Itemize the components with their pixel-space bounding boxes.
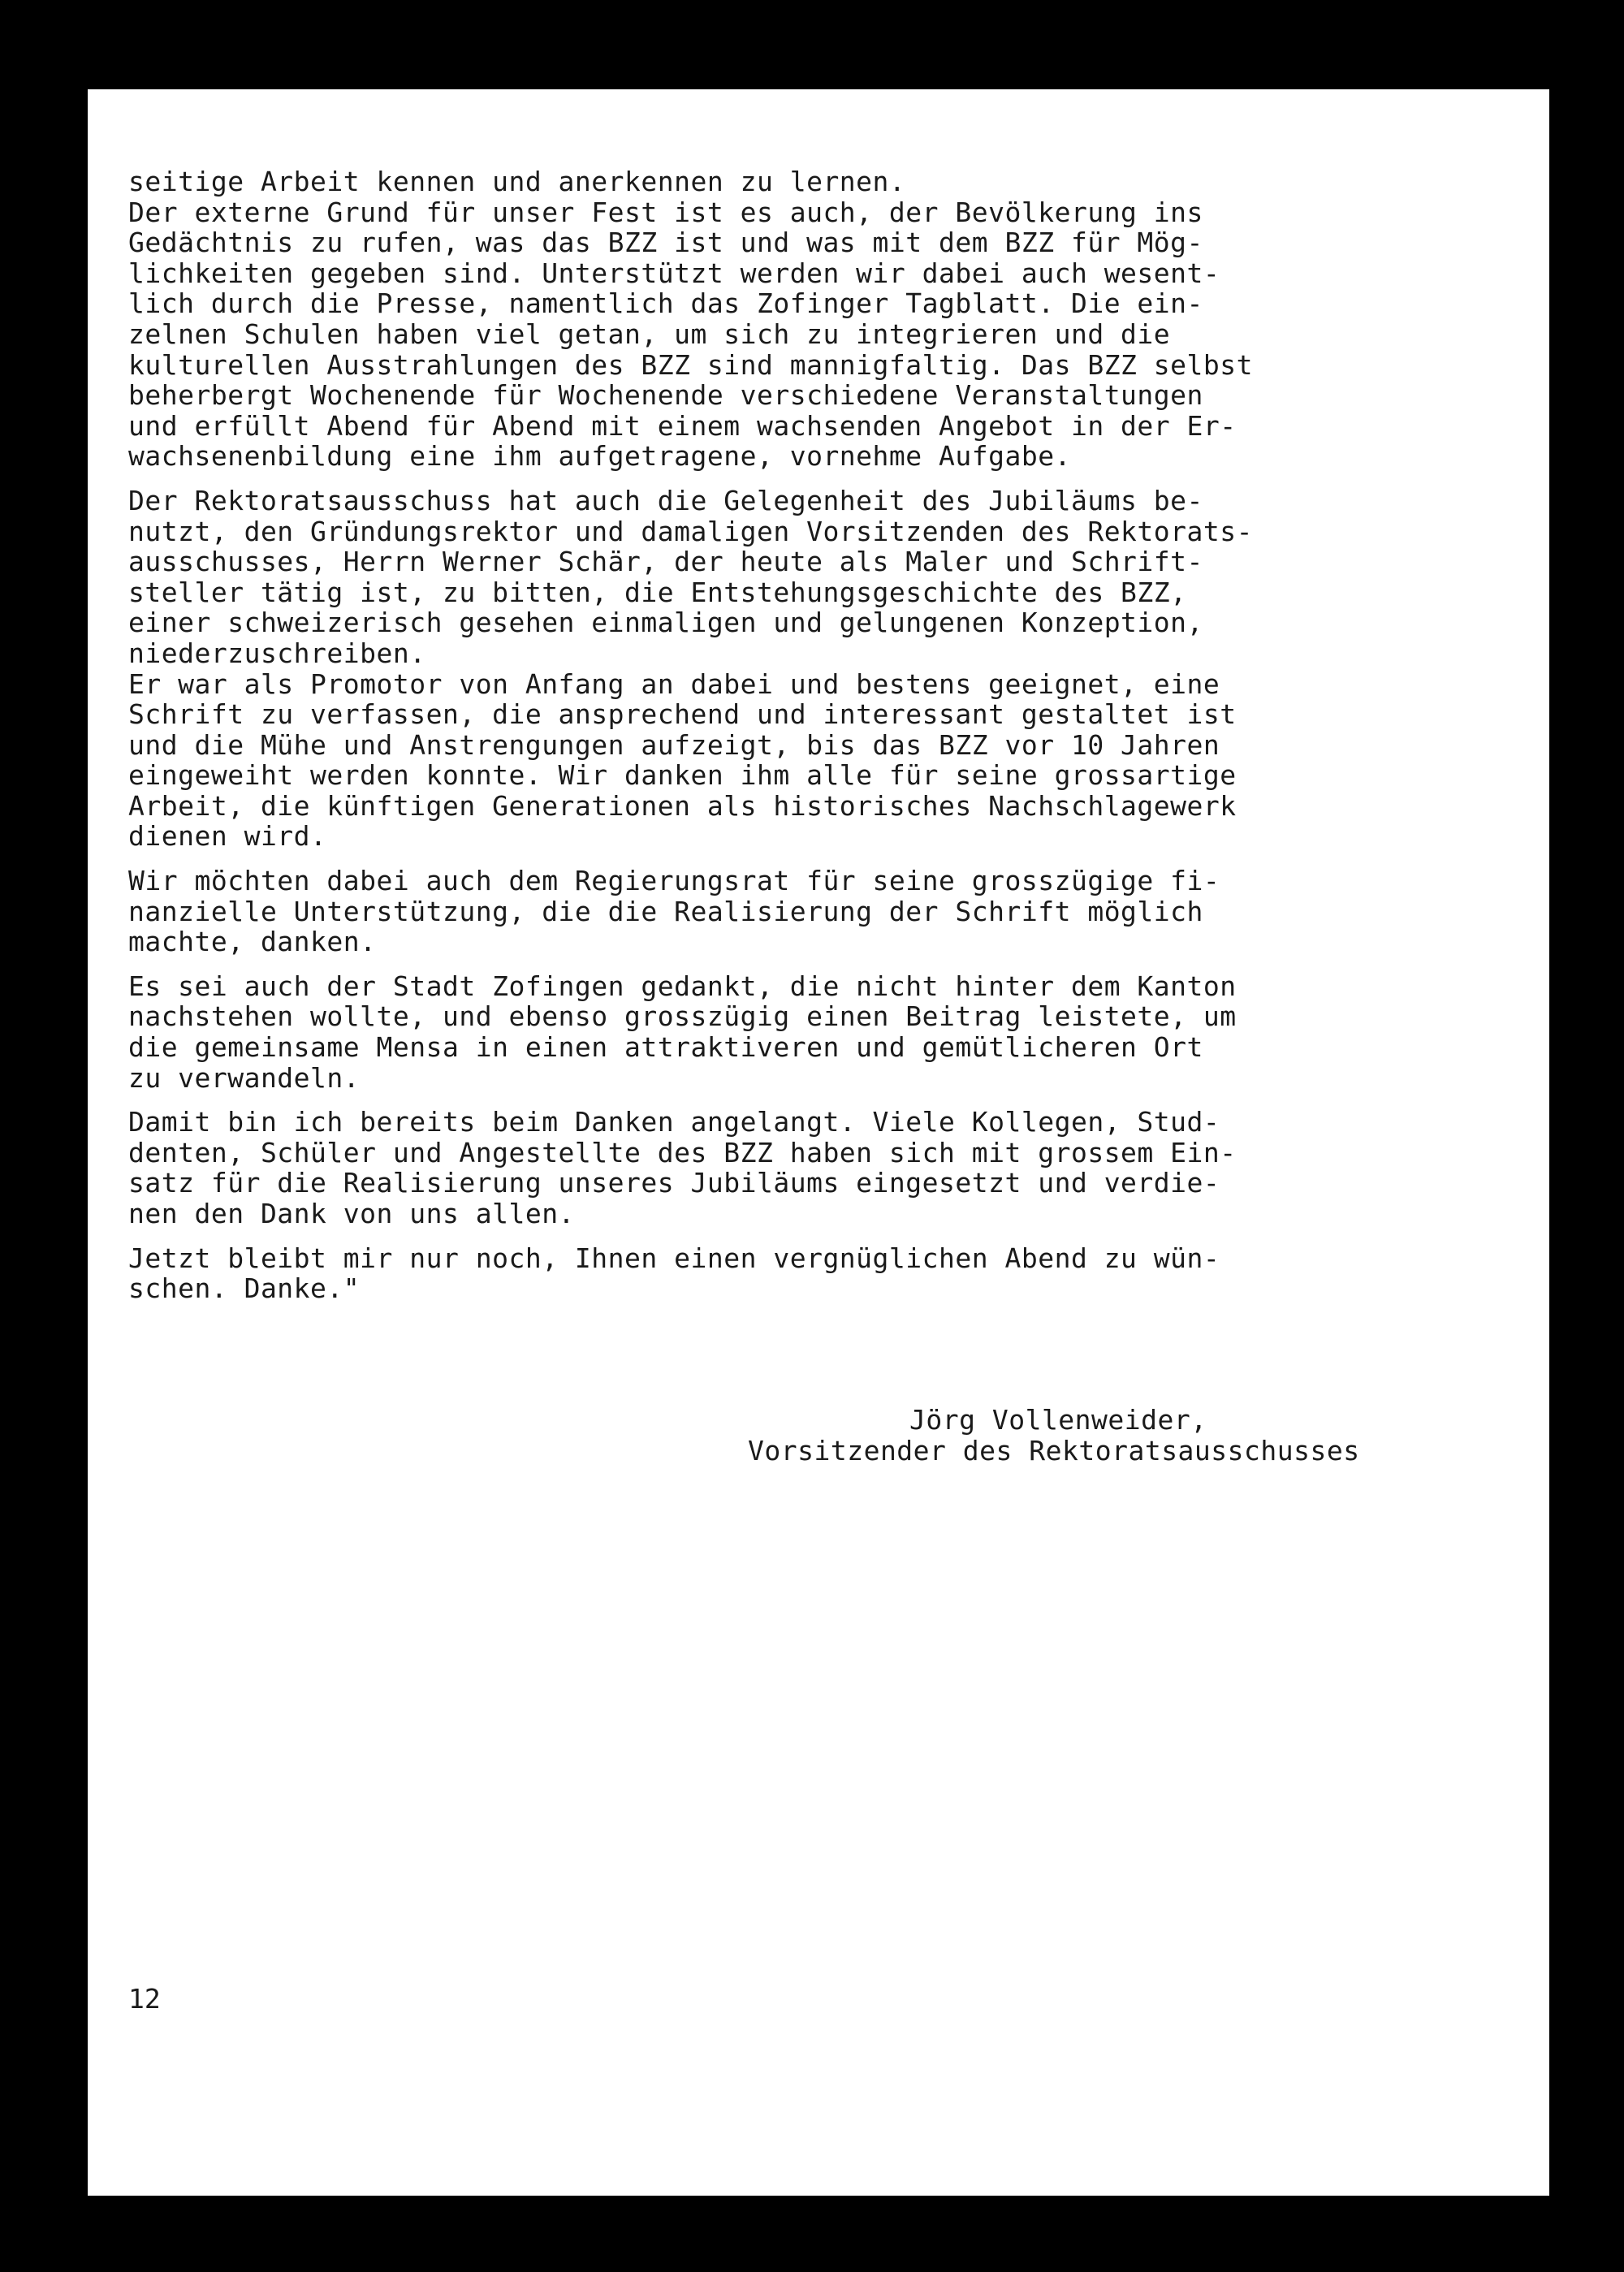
paragraph-3 (128, 866, 1468, 957)
text-line: nutzt, den Gründungsrektor und damaligen Vorsitzenden des Rektorats- (128, 515, 1254, 547)
signature-title: Vorsitzender des Rektoratsausschusses (748, 1434, 1360, 1466)
text-line: Gedächtnis zu rufen, was das BZZ ist und was mit dem BZZ für Mög- (128, 227, 1203, 259)
text-line: seitige Arbeit kennen und anerkennen zu lernen. (128, 166, 906, 197)
signature-block (128, 1405, 1427, 1466)
text-line: kulturellen Ausstrahlungen des BZZ sind mannigfaltig. Das BZZ selbst (128, 348, 1254, 381)
signature-name: Jörg Vollenweider, (909, 1404, 1207, 1436)
paragraph-1 (128, 166, 1468, 472)
text-line: Wir möchten dabei auch dem Regierungsrat für seine grosszügige fi- (128, 865, 1220, 897)
text-line: Der externe Grund für unser Fest ist es auch, der Bevölkerung ins (128, 196, 1203, 228)
text-line: nachstehen wollte, und ebenso grosszügig einen Beitrag leistete, um (128, 1000, 1237, 1033)
paragraph-2 (128, 486, 1468, 852)
text-line: lichkeiten gegeben sind. Unterstützt werden wir dabei auch wesent- (128, 257, 1220, 289)
paragraph-6 (128, 1243, 1468, 1304)
text-line: Der Rektoratsausschuss hat auch die Gelegenheit des Jubiläums be- (128, 484, 1203, 516)
text-line: die gemeinsame Mensa in einen attraktiveren und gemütlicheren Ort (128, 1031, 1203, 1064)
body-text (128, 166, 1468, 1304)
paragraph-4 (128, 971, 1468, 1093)
text-line: Jetzt bleibt mir nur noch, Ihnen einen vergnüglichen Abend zu wün- (128, 1242, 1220, 1274)
text-line: Damit bin ich bereits beim Danken angelangt. Viele Kollegen, Stud- (128, 1106, 1220, 1138)
text-line: einer schweizerisch gesehen einmaligen und gelungenen Konzeption, (128, 607, 1203, 639)
text-line: steller tätig ist, zu bitten, die Entstehungsgeschichte des BZZ, (128, 576, 1187, 608)
text-line: ausschusses, Herrn Werner Schär, der heute als Maler und Schrift- (128, 546, 1203, 578)
text-line: und erfüllt Abend für Abend mit einem wachsenden Angebot in der Er- (128, 409, 1237, 442)
text-line: eingeweiht werden konnte. Wir danken ihm alle für seine grossartige (128, 759, 1237, 792)
paragraph-5 (128, 1107, 1468, 1229)
text-line: wachsenenbildung eine ihm aufgetragene, vornehme Aufgabe. (128, 440, 1071, 473)
text-line: zu verwandeln. (128, 1061, 361, 1094)
text-line: zelnen Schulen haben viel getan, um sich zu integrieren und die (128, 317, 1171, 350)
text-line: nanzielle Unterstützung, die die Realisierung der Schrift möglich (128, 895, 1203, 927)
text-line: denten, Schüler und Angestellte des BZZ haben sich mit grossem Ein- (128, 1136, 1237, 1168)
page-number: 12 (128, 1983, 161, 2015)
text-line: Er war als Promotor von Anfang an dabei und bestens geeignet, eine (128, 667, 1220, 700)
text-line: lich durch die Presse, namentlich das Zofinger Tagblatt. Die ein- (128, 287, 1203, 320)
text-line: und die Mühe und Anstrengungen aufzeigt, bis das BZZ vor 10 Jahren (128, 728, 1220, 761)
text-line: dienen wird. (128, 820, 327, 853)
text-line: Arbeit, die künftigen Generationen als historisches Nachschlagewerk (128, 789, 1237, 822)
text-line: nen den Dank von uns allen. (128, 1198, 575, 1229)
text-line: Schrift zu verfassen, die ansprechend und interessant gestaltet ist (128, 698, 1237, 731)
text-line: machte, danken. (128, 926, 377, 958)
text-line: Es sei auch der Stadt Zofingen gedankt, die nicht hinter dem Kanton (128, 970, 1237, 1002)
text-line: satz für die Realisierung unseres Jubiläums eingesetzt und verdie- (128, 1167, 1220, 1199)
text-line: niederzuschreiben. (128, 637, 426, 669)
text-line: schen. Danke." (128, 1272, 361, 1305)
text-line: beherbergt Wochenende für Wochenende verschiedene Veranstaltungen (128, 379, 1203, 412)
